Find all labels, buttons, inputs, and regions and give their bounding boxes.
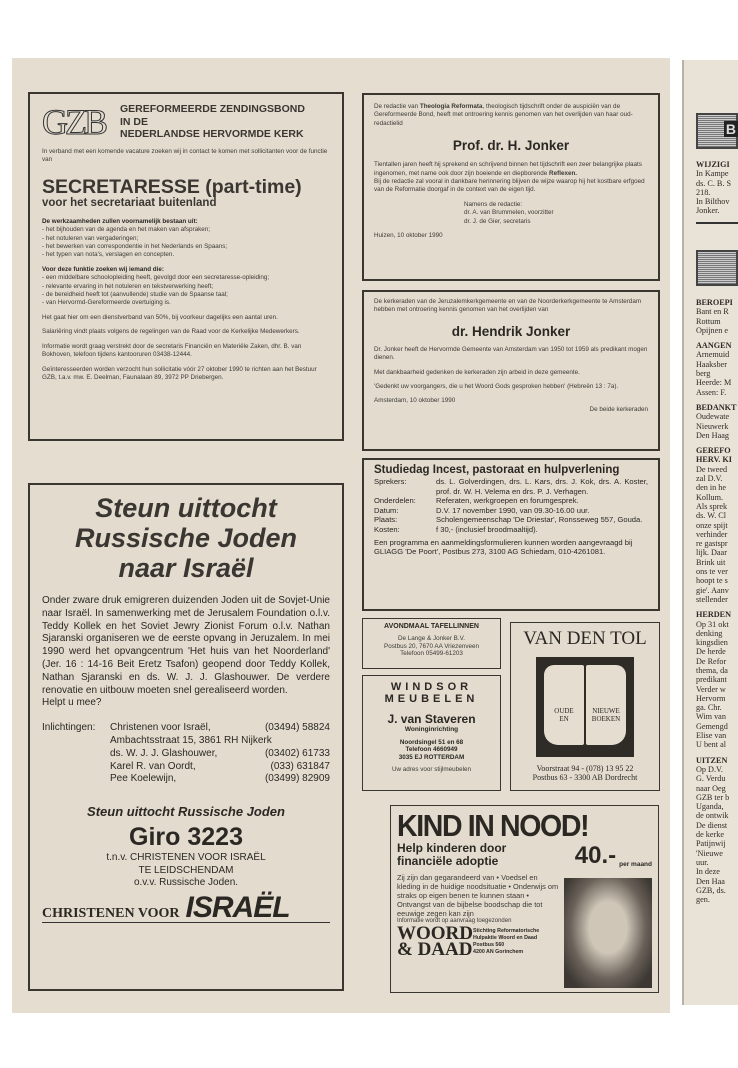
column-text: de kerke <box>696 830 724 840</box>
column-text: Als sprek <box>696 501 728 511</box>
column-text: denking <box>696 628 723 638</box>
ad-title: MEUBELEN <box>384 693 479 705</box>
contact-row <box>110 761 330 774</box>
column-text: Verder w <box>696 684 726 694</box>
text: Tientallen jaren heeft hij sprekend en schrijvend binnen het tijdschrift een zeer belangrijke plaats ingenomen, met name ook door zijn boeiende en diepborende <box>374 161 642 177</box>
info-label: Inlichtingen: <box>42 722 96 734</box>
address-line: 3035 EJ ROTTERDAM <box>398 753 465 761</box>
logo-text: ISRAËL <box>185 890 290 924</box>
signature: De beide kerkeraden <box>589 405 648 413</box>
contact-row <box>110 748 330 761</box>
avondmaal-ad <box>362 618 501 669</box>
column-text: den in he <box>696 483 727 493</box>
column-text: U bent al <box>696 740 727 750</box>
section-heading: BEDANKT <box>696 402 737 412</box>
obituary-body: Bij de redactie zal vooral in dankbare herinnering blijven de wijze waarop hij het kostbare erfgoed van de Reformatie doorgaf in de context van de eigen tijd. <box>374 178 645 194</box>
theologia-obituary <box>362 93 660 281</box>
column-text: re gastspr <box>696 539 728 549</box>
contact-name: Pee Koelewijn, <box>110 773 177 785</box>
tagline: Uw adres voor stijlmeubelen <box>391 765 472 773</box>
gzb-intro: In verband met een komende vacature zoeken wij in contact te komen met sollicitanten voor de functie van <box>42 148 328 164</box>
column-text: verhinder <box>696 529 728 539</box>
ad-headline: Russische Joden <box>74 523 298 553</box>
column-text: GZB, ds. <box>696 885 726 895</box>
studiedag-ad <box>362 458 660 611</box>
contact-phone: (03499) 82909 <box>264 773 330 785</box>
price: 40.- <box>574 842 617 869</box>
contact-name: Karel R. van Oordt, <box>110 760 196 772</box>
row-label: Datum: <box>374 505 399 515</box>
column-text: ds. W. Cl <box>696 511 727 521</box>
address-line: Hulpaktie Woord en Daad <box>473 935 538 941</box>
section-heading: UITZEN <box>696 755 728 765</box>
contact-row <box>110 773 330 786</box>
obituary-quote: 'Gedenkt uw voorgangers, die u het Woord Gods gesproken hebben' (Hebreën 13 : 7a). <box>374 383 619 391</box>
address-line: Voorstraat 94 - (078) 13 95 22 <box>536 764 634 773</box>
vacancy-title: SECRETARESSE (part-time) <box>42 175 302 198</box>
christenen-voor-israel-logo <box>42 890 330 924</box>
section-header-graphic <box>696 113 738 149</box>
column-text: hoopt te s <box>696 576 728 586</box>
requirements-heading: Voor deze funktie zoeken wij iemand die: <box>42 265 164 273</box>
logo-text: CHRISTENEN VOOR <box>42 905 180 921</box>
studiedag-row <box>374 496 648 506</box>
column-text: Bant en R <box>696 307 729 317</box>
gzb-paragraph: Salariëring vindt plaats volgens de regelingen van de Raad voor de Kerkelijke Medewerkers. <box>42 328 300 336</box>
ad-question: Helpt u mee? <box>42 697 102 709</box>
row-value: Scholengemeenschap 'De Driestar', Ronsseweg 557, Gouda. <box>436 515 643 525</box>
column-text: Op D.V. <box>696 764 723 774</box>
task-item: - het typen van nota's, verslagen en concepten. <box>42 251 175 259</box>
section-heading: GEREFO <box>696 446 731 456</box>
column-text: naar Oeg <box>696 783 726 793</box>
org-line: IN DE <box>120 115 149 128</box>
contact-row <box>110 735 330 748</box>
requirement-item: - de bereidheid heeft tot (aanvullende) studie van de Spaanse taal; <box>42 291 228 299</box>
obituary-body <box>374 161 648 178</box>
column-text: Oudewate <box>696 412 730 422</box>
column-text: Assen: F. <box>696 387 727 397</box>
tnv-line: o.v.v. Russische Joden. <box>133 877 239 889</box>
column-text: Jonker. <box>696 206 720 216</box>
gzb-paragraph: Informatie wordt graag verstrekt door de secretaris Financiën en Materiële Zaken, dhr. B. van Bokhoven, telefoon tijdens kantooruren 03438-12444. <box>42 342 302 359</box>
requirement-item: - relevante ervaring in het notuleren en tekstverwerking heeft; <box>42 282 214 290</box>
obituary-paragraph: Dr. Jonker heeft de Hervormde Gemeente van Amsterdam van 1950 tot 1959 als predikant mogen dienen. <box>374 345 648 362</box>
studiedag-footer: Een programma en aanmeldingsformulieren kunnen worden aangevraagd bij GLIAGG 'De Poort', Postbus 273, 3100 AG Schiedam, 010-4261081. <box>374 537 633 557</box>
column-text: De herde <box>696 647 726 657</box>
column-text: Opijnen e <box>696 325 729 335</box>
row-label: Onderdelen: <box>374 496 416 506</box>
kerkeraden-obituary <box>362 290 660 451</box>
column-text: Elise van <box>696 731 727 741</box>
ad-headline: Steun uittocht <box>95 493 277 523</box>
row-value: f 30,- (inclusief broodmaaltijd). <box>436 524 538 534</box>
column-text: ds. C. B. S <box>696 178 732 188</box>
van-den-tol-ad <box>510 622 660 791</box>
shop-name: J. van Staveren <box>387 712 476 726</box>
section-heading: AANGEN <box>696 341 732 351</box>
section-heading: HERV. KI <box>696 455 732 465</box>
deceased-name: dr. Hendrik Jonker <box>451 323 571 339</box>
studiedag-row <box>374 525 648 535</box>
journal-name: Theologia Reformata <box>419 103 483 110</box>
ad-line: Telefoon 05499-61203 <box>400 650 463 657</box>
column-text: Uganda, <box>696 802 724 812</box>
row-value: D.V. 17 november 1990, van 09.30-16.00 uur. <box>436 505 590 515</box>
shop-name: VAN DEN TOL <box>523 628 647 649</box>
column-text: In Kampe <box>696 169 729 179</box>
book-text: BOEKEN <box>591 715 621 723</box>
obituary-intro: De kerkeraden van de Jeruzalemkerkgemeente en van de Noorderkerkgemeente te Amsterdam hebben met ontroering kennis genomen van het overlijden van <box>374 298 642 314</box>
ad-subheadline: Help kinderen door <box>397 841 507 855</box>
text: , theologisch tijdschrift onder de auspiciën van de Gereformeerde Bond, heeft met ontroering kennis genomen van het overlijden van haar oud-redactielid <box>374 103 633 127</box>
open-book-icon <box>536 657 634 757</box>
contact-name: Christenen voor Israël, <box>110 722 211 734</box>
column-text: In Bilthov <box>696 197 730 207</box>
column-text: thema, da <box>696 665 728 675</box>
task-item: - het bewerken van correspondentie in het Nederlands en Spaans; <box>42 243 228 251</box>
signature-line: dr. A. van Brummelen, voorzitter <box>464 209 554 217</box>
column-text: Patijnwij <box>696 839 726 849</box>
column-text: Kollum. <box>696 492 724 502</box>
column-text: kingsdien <box>696 638 728 648</box>
place-date: Amsterdam, 10 oktober 1990 <box>374 397 456 405</box>
deceased-name: Prof. dr. H. Jonker <box>452 138 570 154</box>
ad-line: Postbus 20, 7670 AA Vriezenveen <box>384 642 479 650</box>
column-text: lijk. Daar <box>696 548 727 558</box>
task-item: - het notuleren van vergaderingen; <box>42 234 139 242</box>
column-text: zal D.V. <box>696 474 723 484</box>
contact-phone: (03402) 61733 <box>264 747 330 759</box>
slogan: Steun uittocht Russische Joden <box>87 804 285 820</box>
section-heading: WIJZIGI <box>696 160 730 169</box>
column-text: gen. <box>696 895 710 905</box>
address-line: Noordsingel 51 en 68 <box>399 739 464 746</box>
contact-phone: (03494) 58824 <box>264 722 330 734</box>
ad-note: Informatie wordt op aanvraag toegezonden <box>397 918 512 924</box>
obituary-paragraph: Met dankbaarheid gedenken de kerkeraden zijn arbeid in deze gemeente. <box>374 368 580 376</box>
column-text: Brink uit <box>696 557 726 567</box>
gzb-logo: GZB <box>42 102 105 142</box>
child-photo <box>564 878 652 988</box>
contact-phone: (033) 631847 <box>270 760 330 772</box>
address-line: Postbus 63 - 3300 AB Dordrecht <box>532 773 638 782</box>
column-text: Nieuwerk <box>696 421 729 431</box>
giro-number: Giro 3223 <box>129 823 243 852</box>
column-text: berg <box>696 369 711 379</box>
row-value: ds. L. Golverdingen, drs. L. Kars, drs. J. Kok, drs. A. Koster, prof. dr. W. H. Velema en drs. P. J. Verhagen. <box>436 477 648 496</box>
column-text: Op 31 okt <box>696 619 729 629</box>
row-value: Referaten, werkgroepen en forumgesprek. <box>436 496 579 506</box>
row-label: Kosten: <box>374 524 400 534</box>
org-line: GEREFORMEERDE ZENDINGSBOND <box>120 103 305 116</box>
book-text: NIEUWE <box>592 707 620 715</box>
column-text: stellender <box>696 594 728 604</box>
divider <box>696 222 738 224</box>
tasks-heading: De werkzaamheden zullen voornamelijk bestaan uit: <box>42 217 198 225</box>
column-text: 218. <box>696 187 711 197</box>
shop-sub: Woninginrichting <box>404 726 459 733</box>
obituary-intro <box>374 103 648 128</box>
column-text: uur. <box>696 857 709 867</box>
column-text: Den Haa <box>696 876 725 886</box>
ad-title: AVONDMAAL TAFELLINNEN <box>384 623 479 630</box>
book-text: OUDE <box>554 707 574 715</box>
tnv-line: t.n.v. CHRISTENEN VOOR ISRAËL <box>106 852 266 864</box>
vacancy-subtitle: voor het secretariaat buitenland <box>42 196 217 209</box>
contact-name: ds. W. J. J. Glashouwer, <box>110 747 218 759</box>
studiedag-row <box>374 477 648 496</box>
ad-body: Zij zijn dan gegarandeerd van • Voedsel en kleding in de huidige noodsituatie • Onderwijs om straks op eigen benen te kunnen staan • Ontvangst van de bijbelse boodschap die tot eeuwige zegen kan zijn <box>397 873 559 918</box>
signature-line: Namens de redactie: <box>464 200 523 208</box>
ad-line: De Lange & Jonker B.V. <box>398 635 465 642</box>
column-text: onze spijt <box>696 520 728 530</box>
tnv-line: TE LEIDSCHENDAM <box>138 864 234 876</box>
column-text: predikant <box>696 675 727 685</box>
column-text: de ontwik <box>696 811 729 821</box>
task-item: - het bijhouden van de agenda en het maken van afspraken; <box>42 226 211 234</box>
org-line: NEDERLANDSE HERVORMDE KERK <box>120 128 304 141</box>
text: De redactie van <box>374 103 420 110</box>
column-text: Den Haag <box>696 430 729 440</box>
column-text: De dienst <box>696 820 728 830</box>
row-label: Plaats: <box>374 515 398 525</box>
section-header-graphic <box>696 250 738 286</box>
column-text: De tweed <box>696 464 728 474</box>
column-text: Haaksber <box>696 359 727 369</box>
requirement-item: - van Hervormd-Gereformeerde overtuiging is. <box>42 299 171 307</box>
address-line: 4200 AN Gorinchem <box>473 949 524 955</box>
studiedag-row <box>374 506 648 516</box>
woord-daad-logo: WOORD <box>397 923 473 944</box>
gzb-paragraph: Geïnteresseerden worden verzocht hun sollicitatie vóór 27 oktober 1990 te richten aan het Bestuur GZB, t.a.v. mw. E. Deelman, Faunalaan 89, 3972 PP Driebergen. <box>42 365 317 381</box>
header-letter: B <box>725 121 736 137</box>
column-text: In deze <box>696 867 720 877</box>
column-text: ons te ver <box>696 567 728 577</box>
steun-uittocht-ad <box>28 483 344 991</box>
column-text: Heerde: M <box>696 378 732 388</box>
column-text: gie'. Aanv <box>696 585 729 595</box>
column-text: ga. Chr. <box>696 703 722 713</box>
column-text: Wim van <box>696 712 726 722</box>
column-text: Rottum <box>696 316 721 326</box>
ad-headline: naar Israël <box>118 553 254 583</box>
column-text: Arnemuid <box>696 350 730 360</box>
ad-title: WINDSOR <box>390 681 473 693</box>
windsor-ad <box>362 675 501 791</box>
column-text: GZB ter b <box>696 792 730 802</box>
row-label: Sprekers: <box>374 477 407 486</box>
column-text: G. Verdu <box>696 774 726 784</box>
column-text: Hervorm <box>696 693 726 703</box>
gzb-paragraph: Het gaat hier om een dienstverband van 50%, bij voorkeur dagelijks een aantal uren. <box>42 313 278 321</box>
section-heading: BEROEPI <box>696 298 733 307</box>
ad-subheadline: financiële adoptie <box>397 854 499 868</box>
requirement-item: - een middelbare schoolopleiding heeft, gevolgd door een secretaresse-opleiding; <box>42 274 270 282</box>
gzb-vacancy-ad <box>28 92 344 441</box>
ad-body: Onder zware druk emigreren duizenden Joden uit de Sovjet-Unie naar Israël. In samenwerking met de Jerusalem Foundation o.l.v. Teddy Kollek en het Soviet Jewry Zionist Forum o.l.v. Nathan Sjaranski organiseren we de eerste opvang in Jeruzalem. In mei 1990 werd het opvangcentrum 'Het huis van het Noorderland' (Jer. 16 : 14-16 Beit Eretz Tsafon) geopend door Teddy Kollek, Nathan Sjaranski en ds. W. J. J. Glashouwer. De verdere renovatie en uitbouw moeten snel gerealiseerd worden. <box>42 595 330 696</box>
place-date: Huizen, 10 oktober 1990 <box>374 232 443 240</box>
woord-daad-logo: & DAAD <box>397 939 473 960</box>
section-heading: HERDEN <box>696 610 732 620</box>
contact-row <box>110 722 330 735</box>
ad-headline: KIND IN NOOD! <box>397 808 589 843</box>
column-text: De Refor <box>696 656 727 666</box>
signature-line: dr. J. de Gier, secretaris <box>464 217 531 225</box>
address-line: Stichting Reformatorische <box>473 928 540 934</box>
studiedag-title: Studiedag Incest, pastoraat en hulpverlening <box>374 464 620 476</box>
reflexen: Reflexen. <box>549 169 578 177</box>
price-unit: per maand <box>619 861 652 868</box>
column-text: Gemengd <box>696 721 728 731</box>
address-line: Postbus 560 <box>473 942 505 948</box>
column-text: 'Nieuwe <box>696 848 723 858</box>
studiedag-row <box>374 515 648 525</box>
book-text: EN <box>559 715 569 723</box>
contact-name: Ambachtsstraat 15, 3861 RH Nijkerk <box>110 734 272 746</box>
kind-in-nood-ad <box>390 805 659 993</box>
address-line: Telefoon 4660949 <box>405 746 458 754</box>
right-column <box>682 60 738 1005</box>
